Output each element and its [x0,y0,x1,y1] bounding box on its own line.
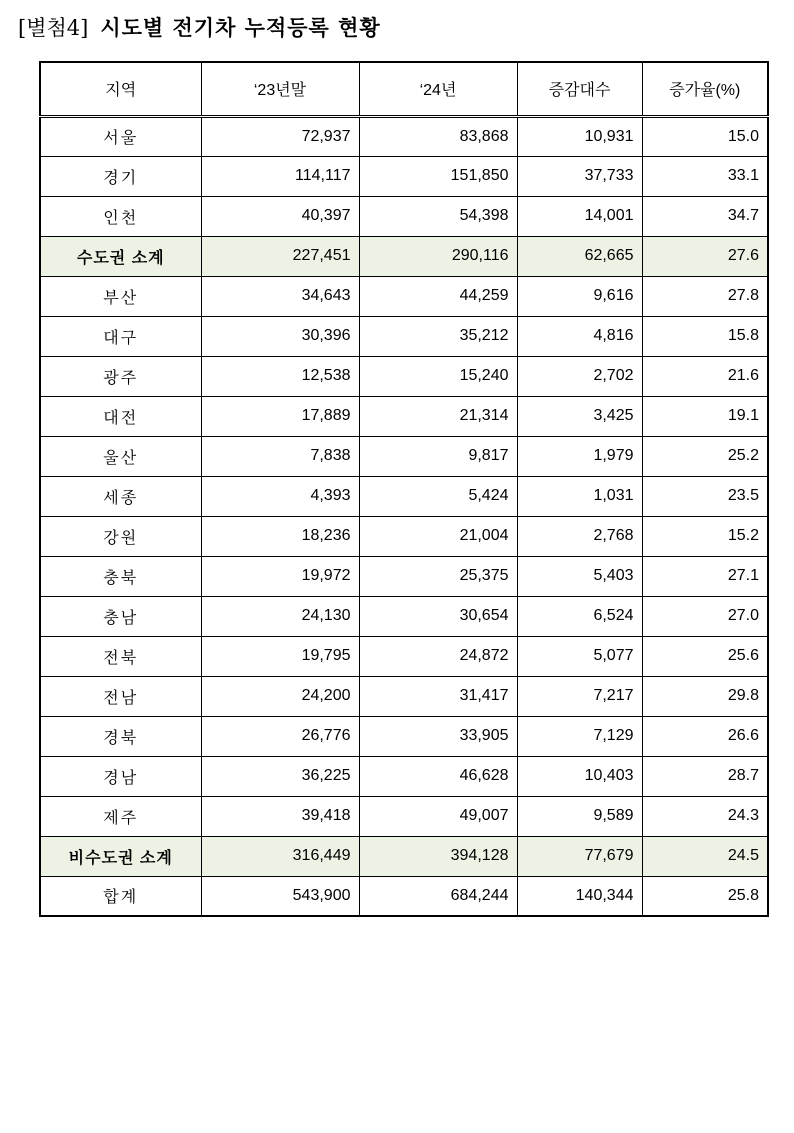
cell-change: 62,665 [517,236,642,276]
table-row [40,716,768,756]
cell-region: 서울 [40,116,201,156]
cell-2024: 24,872 [359,636,517,676]
cell-2024: 49,007 [359,796,517,836]
cell-rate: 23.5 [642,476,768,516]
cell-change: 4,816 [517,316,642,356]
cell-change: 7,217 [517,676,642,716]
table-row [40,556,768,596]
cell-change: 5,403 [517,556,642,596]
table-row [40,596,768,636]
cell-2023-end: 39,418 [201,796,359,836]
cell-2023-end: 17,889 [201,396,359,436]
cell-region: 광주 [40,356,201,396]
cell-2024: 151,850 [359,156,517,196]
table-row [40,116,768,156]
cell-2023-end: 114,117 [201,156,359,196]
cell-region: 합계 [40,876,201,916]
cell-2024: 5,424 [359,476,517,516]
table-row [40,796,768,836]
table-row [40,196,768,236]
cell-rate: 29.8 [642,676,768,716]
cell-change: 9,616 [517,276,642,316]
cell-rate: 33.1 [642,156,768,196]
cell-rate: 15.8 [642,316,768,356]
cell-rate: 24.3 [642,796,768,836]
cell-2024: 25,375 [359,556,517,596]
cell-2023-end: 19,795 [201,636,359,676]
header-2024: ‘24년 [359,62,517,116]
cell-2024: 31,417 [359,676,517,716]
cell-rate: 25.8 [642,876,768,916]
cell-2023-end: 72,937 [201,116,359,156]
cell-2024: 15,240 [359,356,517,396]
cell-2024: 290,116 [359,236,517,276]
cell-2024: 46,628 [359,756,517,796]
cell-region: 인천 [40,196,201,236]
cell-2023-end: 7,838 [201,436,359,476]
cell-rate: 24.5 [642,836,768,876]
cell-region: 울산 [40,436,201,476]
cell-2023-end: 24,130 [201,596,359,636]
table-row [40,476,768,516]
cell-region: 수도권 소계 [40,236,201,276]
cell-change: 37,733 [517,156,642,196]
cell-2024: 44,259 [359,276,517,316]
table-row [40,436,768,476]
cell-2023-end: 12,538 [201,356,359,396]
cell-change: 3,425 [517,396,642,436]
cell-rate: 28.7 [642,756,768,796]
cell-rate: 26.6 [642,716,768,756]
cell-rate: 15.0 [642,116,768,156]
cell-region: 부산 [40,276,201,316]
title-text: 시도별 전기차 누적등록 현황 [100,16,381,40]
cell-2023-end: 36,225 [201,756,359,796]
ev-registration-table [39,61,769,917]
cell-rate: 27.8 [642,276,768,316]
header-rate: 증가율(%) [642,62,768,116]
cell-2023-end: 227,451 [201,236,359,276]
cell-change: 140,344 [517,876,642,916]
cell-region: 세종 [40,476,201,516]
cell-region: 경남 [40,756,201,796]
cell-2024: 30,654 [359,596,517,636]
document-title [18,12,381,42]
cell-rate: 21.6 [642,356,768,396]
cell-region: 전남 [40,676,201,716]
cell-region: 전북 [40,636,201,676]
cell-change: 10,931 [517,116,642,156]
cell-change: 7,129 [517,716,642,756]
cell-region: 제주 [40,796,201,836]
cell-2023-end: 40,397 [201,196,359,236]
cell-change: 9,589 [517,796,642,836]
cell-change: 10,403 [517,756,642,796]
cell-change: 14,001 [517,196,642,236]
table-row [40,636,768,676]
title-prefix: [별첨4] [18,16,89,40]
cell-2023-end: 34,643 [201,276,359,316]
table-row [40,396,768,436]
cell-change: 1,979 [517,436,642,476]
cell-change: 1,031 [517,476,642,516]
cell-rate: 15.2 [642,516,768,556]
cell-region: 경기 [40,156,201,196]
table-row [40,276,768,316]
cell-rate: 19.1 [642,396,768,436]
table-row [40,356,768,396]
cell-2023-end: 19,972 [201,556,359,596]
table-row [40,316,768,356]
cell-2023-end: 26,776 [201,716,359,756]
cell-region: 비수도권 소계 [40,836,201,876]
cell-2023-end: 18,236 [201,516,359,556]
cell-region: 강원 [40,516,201,556]
cell-change: 6,524 [517,596,642,636]
cell-region: 충남 [40,596,201,636]
cell-change: 5,077 [517,636,642,676]
table-row [40,156,768,196]
header-row [40,62,768,116]
cell-2024: 83,868 [359,116,517,156]
cell-2023-end: 543,900 [201,876,359,916]
header-2023-end: ‘23년말 [201,62,359,116]
cell-region: 대구 [40,316,201,356]
cell-2023-end: 30,396 [201,316,359,356]
header-region: 지역 [40,62,201,116]
cell-2024: 394,128 [359,836,517,876]
cell-2023-end: 24,200 [201,676,359,716]
cell-rate: 34.7 [642,196,768,236]
table-row [40,756,768,796]
subtotal-row [40,236,768,276]
cell-rate: 25.6 [642,636,768,676]
subtotal-row [40,836,768,876]
cell-change: 2,768 [517,516,642,556]
cell-change: 77,679 [517,836,642,876]
cell-2024: 33,905 [359,716,517,756]
cell-2024: 35,212 [359,316,517,356]
cell-rate: 27.0 [642,596,768,636]
cell-2024: 9,817 [359,436,517,476]
cell-region: 경북 [40,716,201,756]
header-change: 증감대수 [517,62,642,116]
table-row [40,876,768,916]
cell-rate: 27.6 [642,236,768,276]
cell-2024: 684,244 [359,876,517,916]
cell-2023-end: 4,393 [201,476,359,516]
cell-2023-end: 316,449 [201,836,359,876]
cell-2024: 21,004 [359,516,517,556]
cell-2024: 21,314 [359,396,517,436]
cell-change: 2,702 [517,356,642,396]
table-header [40,62,768,116]
cell-rate: 27.1 [642,556,768,596]
cell-region: 충북 [40,556,201,596]
cell-2024: 54,398 [359,196,517,236]
cell-rate: 25.2 [642,436,768,476]
cell-region: 대전 [40,396,201,436]
table-body [40,116,768,916]
table-row [40,676,768,716]
table-row [40,516,768,556]
